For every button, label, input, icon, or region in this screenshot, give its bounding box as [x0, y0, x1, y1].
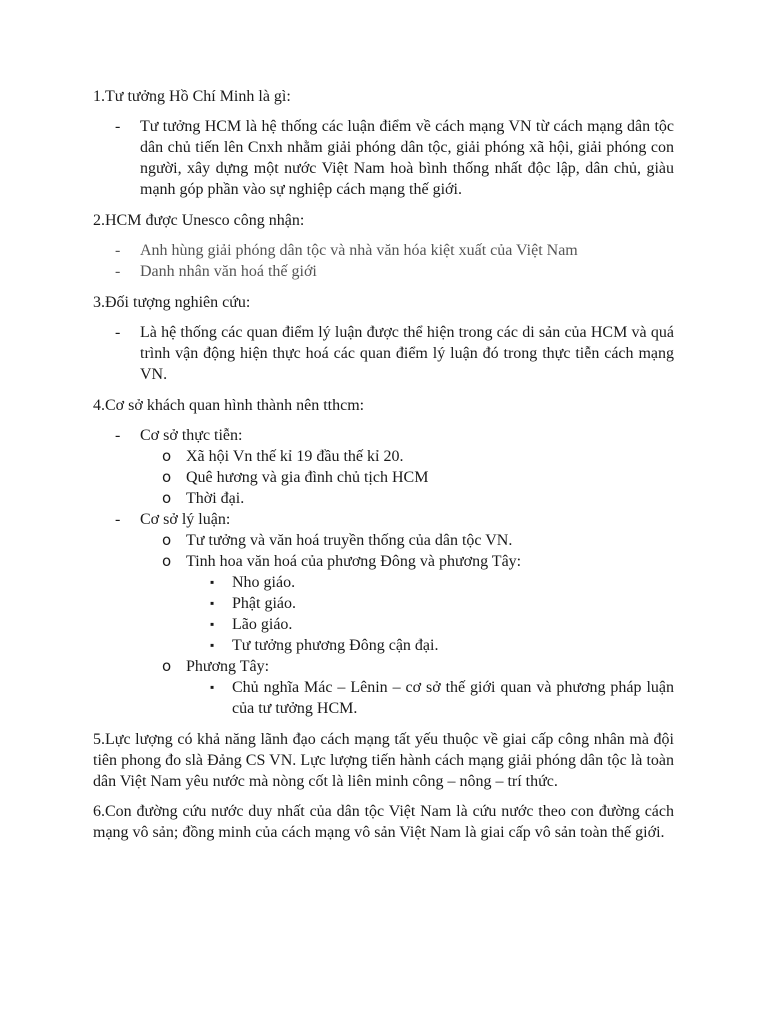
dash-bullet: - — [115, 118, 121, 135]
sub-sublist-item-text: Chủ nghĩa Mác – Lênin – cơ sở thế giới quan và phương pháp luận của tư tưởng HCM. — [232, 679, 674, 717]
sub-sublist-item — [93, 677, 674, 719]
circle-bullet: o — [162, 447, 172, 465]
section-1-list — [93, 116, 674, 200]
document-body — [93, 86, 674, 852]
thuc-tien-sublist — [140, 446, 674, 509]
dash-bullet: - — [115, 242, 121, 259]
sublist-item-text: Phương Tây: — [186, 658, 270, 675]
square-bullet: ▪ — [210, 617, 215, 631]
circle-bullet: o — [162, 552, 172, 570]
dash-bullet: - — [115, 427, 121, 444]
sub-sublist-item-text: Nho giáo. — [232, 574, 296, 591]
sublist-item-text: Thời đại. — [186, 490, 245, 507]
circle-bullet: o — [162, 531, 172, 549]
list-item — [93, 425, 674, 509]
sub-sublist-item — [93, 572, 674, 593]
section-2-heading: 2.HCM được Unesco công nhận: — [93, 212, 305, 229]
sublist-item — [93, 656, 674, 719]
list-item — [93, 240, 674, 261]
sublist-item-text: Tư tưởng và văn hoá truyền thống của dân tộc VN. — [186, 532, 513, 549]
dash-bullet: - — [115, 324, 121, 341]
sublist-item-text: Quê hương và gia đình chủ tịch HCM — [186, 469, 429, 486]
section-1-heading: 1.Tư tưởng Hồ Chí Minh là gì: — [93, 88, 291, 105]
circle-bullet: o — [162, 468, 172, 486]
ly-luan-sublist — [140, 530, 674, 719]
section-6-paragraph: 6.Con đường cứu nước duy nhất của dân tộc Việt Nam là cứu nước theo con đường cách mạng vô sản; đồng minh của cách mạng vô sản Việt Nam là giai cấp vô sản toàn thế giới. — [93, 803, 674, 841]
sublist-item-text: Xã hội Vn thế kỉ 19 đầu thế kỉ 20. — [186, 448, 404, 465]
dash-bullet: - — [115, 511, 121, 528]
sublist-item — [93, 551, 674, 656]
list-item — [93, 116, 674, 200]
circle-bullet: o — [162, 657, 172, 675]
list-item-text: Anh hùng giải phóng dân tộc và nhà văn hóa kiệt xuất của Việt Nam — [140, 242, 578, 259]
circle-bullet: o — [162, 489, 172, 507]
sublist-item-text: Tinh hoa văn hoá của phương Đông và phương Tây: — [186, 553, 522, 570]
list-item-text: Là hệ thống các quan điểm lý luận được thể hiện trong các di sản của HCM và quá trình vận động hiện thực hoá các quan điểm lý luận đó trong thực tiễn cách mạng VN. — [140, 324, 674, 383]
dash-bullet: - — [115, 263, 121, 280]
sublist-item — [93, 446, 674, 467]
list-item — [93, 322, 674, 385]
section-4-heading: 4.Cơ sở khách quan hình thành nên tthcm: — [93, 397, 365, 414]
square-bullet: ▪ — [210, 596, 215, 610]
sublist-item — [93, 488, 674, 509]
square-bullet: ▪ — [210, 575, 215, 589]
phuong-tay-sublist — [186, 677, 674, 719]
list-item-text: Danh nhân văn hoá thế giới — [140, 263, 317, 280]
list-item — [93, 509, 674, 719]
list-item-text: Tư tưởng HCM là hệ thống các luận điểm về cách mạng VN từ cách mạng dân tộc dân chủ tiến lên Cnxh nhằm giải phóng dân tộc, giải phóng xã hội, giải phóng con người, xây dựng một nước Việt Nam hoà bình thống nhất độc lập, dân chủ, giàu mạnh góp phần vào sự nghiệp cách mạng thế giới. — [140, 118, 674, 198]
square-bullet: ▪ — [210, 638, 215, 652]
sub-sublist-item-text: Lão giáo. — [232, 616, 293, 633]
sub-sublist-item — [93, 593, 674, 614]
sublist-item — [93, 467, 674, 488]
list-item-text: Cơ sở thực tiễn: — [140, 427, 243, 444]
section-3-list — [93, 322, 674, 385]
sub-sublist-item-text: Phật giáo. — [232, 595, 296, 612]
square-bullet: ▪ — [210, 680, 215, 694]
list-item — [93, 261, 674, 282]
section-4-list — [93, 425, 674, 719]
list-item-text: Cơ sở lý luận: — [140, 511, 231, 528]
sub-sublist-item — [93, 614, 674, 635]
sublist-item — [93, 530, 674, 551]
sub-sublist-item — [93, 635, 674, 656]
section-5-paragraph: 5.Lực lượng có khả năng lãnh đạo cách mạng tất yếu thuộc về giai cấp công nhân mà đội tiên phong đo slà Đảng CS VN. Lực lượng tiến hành cách mạng giải phóng dân tộc là toàn dân Việt Nam yêu nước mà nòng cốt là liên minh công – nông – trí thức. — [93, 731, 674, 790]
tinh-hoa-sublist — [186, 572, 674, 656]
section-3-heading: 3.Đối tượng nghiên cứu: — [93, 294, 251, 311]
sub-sublist-item-text: Tư tưởng phương Đông cận đại. — [232, 637, 439, 654]
section-2-list — [93, 240, 674, 282]
